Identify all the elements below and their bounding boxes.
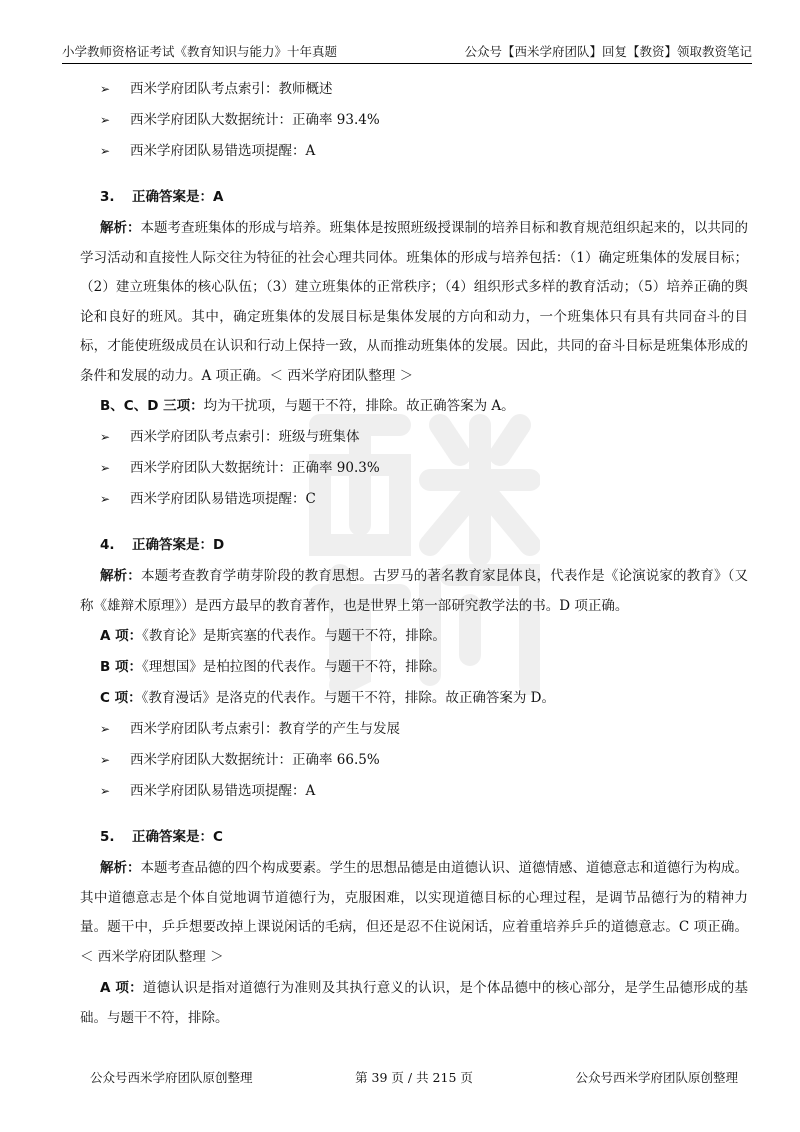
arrow-bullet-icon: ➢: [100, 143, 111, 158]
list-item: ➢ 西米学府团队考点索引：班级与班集体: [80, 422, 748, 453]
list-item: ➢ 西米学府团队易错选项提醒：A: [80, 776, 748, 807]
page-footer: [90, 1068, 738, 1086]
question-3-options: B、C、D 三项：均为干扰项，与题干不符，排除。故正确答案为 A。: [100, 398, 515, 414]
question-5-option-a: A 项：道德认识是指对道德行为准则及其执行意义的认识，是个体品德中的核心部分，是学生品德形成的基础。与题干不符，排除。: [80, 980, 748, 1026]
list-item: ➢ 西米学府团队大数据统计：正确率 66.5%: [80, 745, 748, 776]
page-header: [62, 40, 752, 64]
arrow-bullet-icon: ➢: [100, 81, 111, 96]
page-number: 第 39 页 / 共 215 页: [355, 1070, 473, 1085]
question-4-answer: 4. 正确答案是：D: [100, 537, 225, 553]
arrow-bullet-icon: ➢: [100, 112, 111, 127]
question-5-answer: 5. 正确答案是：C: [100, 829, 223, 845]
question-3-answer: 3. 正确答案是：A: [100, 189, 224, 205]
list-item: ➢ 西米学府团队大数据统计：正确率 90.3%: [80, 453, 748, 484]
list-item: ➢ 西米学府团队易错选项提醒：A: [80, 136, 748, 167]
footer-left: 公众号西米学府团队原创整理: [90, 1070, 253, 1085]
question-4-option-b: B 项：《理想国》是柏拉图的代表作。与题干不符，排除。: [100, 659, 446, 675]
question-3-analysis: 解析：本题考查班集体的形成与培养。班集体是按照班级授课制的培养目标和教育规范组织起来的，以共同的学习活动和直接性人际交往为特征的社会心理共同体。班集体的形成与培养包括：（1）确定班集体的发展目标；（2）建立班集体的核心队伍；（3）建立班集体的正常秩序；（4）组织形式多样的教育活动；（5）培养正确的舆论和良好的班风。其中，确定班集体的发展目标是集体发展的方向和动力，一个班集体只有具有共同奋斗的目标，才能使班级成员在认识和行动上保持一致，从而推动班集体的发展。因此，共同的奋斗目标是班集体形成的条件和发展的动力。A 项正确。＜ 西米学府团队整理 ＞: [80, 220, 748, 384]
footer-right: 公众号西米学府团队原创整理: [575, 1070, 738, 1085]
arrow-bullet-icon: ➢: [100, 491, 111, 506]
header-promo: 公众号【西米学府团队】回复【教资】领取教资笔记: [464, 44, 752, 59]
list-item: ➢ 西米学府团队大数据统计：正确率 93.4%: [80, 105, 748, 136]
header-title: 小学教师资格证考试《教育知识与能力》十年真题: [62, 44, 338, 59]
document-content: [80, 74, 748, 1033]
arrow-bullet-icon: ➢: [100, 429, 111, 444]
arrow-bullet-icon: ➢: [100, 721, 111, 736]
question-4-option-c: C 项：《教育漫话》是洛克的代表作。与题干不符，排除。故正确答案为 D。: [100, 690, 555, 706]
list-item: ➢ 西米学府团队考点索引：教师概述: [80, 74, 748, 105]
arrow-bullet-icon: ➢: [100, 752, 111, 767]
arrow-bullet-icon: ➢: [100, 460, 111, 475]
list-item: ➢ 西米学府团队易错选项提醒：C: [80, 484, 748, 515]
question-4-analysis: 解析：本题考查教育学萌芽阶段的教育思想。古罗马的著名教育家昆体良，代表作是《论演说家的教育》（又称《雄辩术原理》）是西方最早的教育著作，也是世界上第一部研究教学法的书。D 项正确。: [80, 568, 749, 614]
question-5-analysis: 解析：本题考查品德的四个构成要素。学生的思想品德是由道德认识、道德情感、道德意志和道德行为构成。其中道德意志是个体自觉地调节道德行为，克服困难，以实现道德目标的心理过程，是调节品德行为的精神力量。题干中，乒乒想要改掉上课说闲话的毛病，但还是忍不住说闲话，应着重培养乒乒的道德意志。C 项正确。＜ 西米学府团队整理 ＞: [80, 860, 748, 965]
list-item: ➢ 西米学府团队考点索引：教育学的产生与发展: [80, 714, 748, 745]
arrow-bullet-icon: ➢: [100, 783, 111, 798]
question-4-option-a: A 项：《教育论》是斯宾塞的代表作。与题干不符，排除。: [100, 628, 446, 644]
